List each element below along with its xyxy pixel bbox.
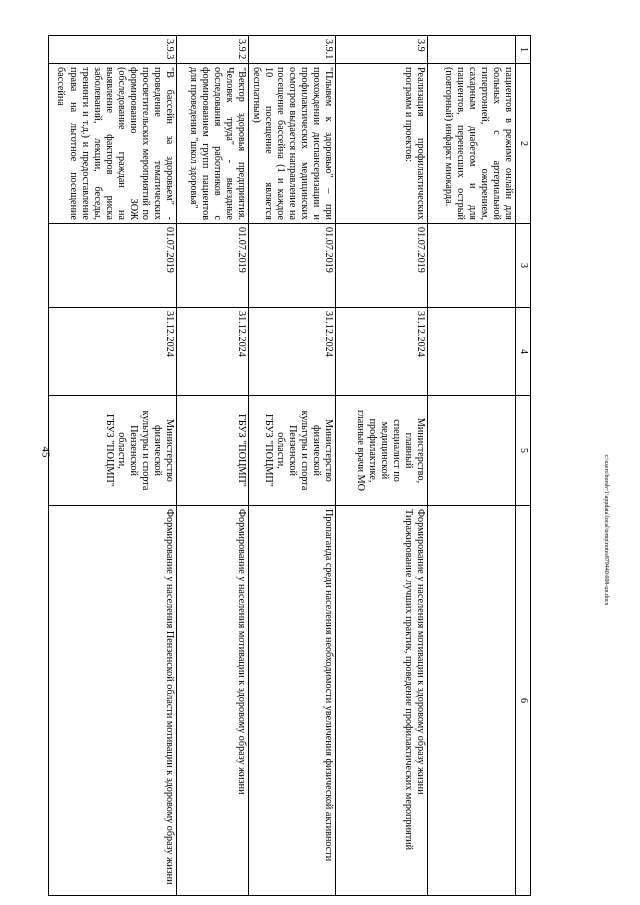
start-date: 01.07.2019 <box>248 224 335 308</box>
table-row <box>428 36 516 896</box>
table-row <box>176 36 248 896</box>
executor <box>428 396 516 506</box>
expected-result: Формирование у населения Пензенской области мотивации к здоровому образу жизни <box>48 506 176 896</box>
start-date: 01.07.2019 <box>48 224 176 308</box>
start-date <box>428 224 516 308</box>
row-number: 3.9.2 <box>176 36 248 64</box>
row-number: 3.9 <box>336 36 428 64</box>
end-date: 31.12.2024 <box>248 308 335 396</box>
end-date <box>428 308 516 396</box>
end-date: 31.12.2024 <box>48 308 176 396</box>
executor: Министерство, главный специалист по медицинской профилактике, главные врачи МО <box>336 396 428 506</box>
table-row <box>248 36 335 896</box>
activity-name: Реализация профилактических программ и проектов: <box>336 64 428 224</box>
end-date: 31.12.2024 <box>176 308 248 396</box>
row-number <box>428 36 516 64</box>
page-number: 45 <box>39 446 52 458</box>
column-header: 4 <box>516 308 531 396</box>
activities-table <box>48 35 531 896</box>
footer-file-path: c:\users\borsh~1\appdata\local\temp\notes879440\608-un.docx <box>603 454 609 606</box>
header-row <box>516 36 531 896</box>
table-row <box>336 36 428 896</box>
column-header: 1 <box>516 36 531 64</box>
expected-result <box>428 506 516 896</box>
expected-result: Формирование у населения мотивации к здоровому образу жизни Тиражирование лучших практик, проведение профилактических мероприятий <box>336 506 428 896</box>
activity-name: пациентов в режиме онлайн для больных с артериальной гипертонией, ожирением, сахарным диабетом и для пациентов, перенесших острый (повторный) инфаркт миокарда. <box>428 64 516 224</box>
end-date: 31.12.2024 <box>336 308 428 396</box>
table-row <box>48 36 176 896</box>
column-header: 5 <box>516 396 531 506</box>
start-date: 01.07.2019 <box>336 224 428 308</box>
executor: ГБУЗ "ПОЦМП" <box>176 396 248 506</box>
executor: Министерство физической культуры и спорта Пензенской области, ГБУЗ "ПОЦМП" <box>48 396 176 506</box>
activity-name: "В бассейн за здоровьем" - проведение тематических просветительских мероприятий по формированию ЗОЖ (обследование граждан на выявление факторов риска заболеваний, лекции, беседы, тренинги и т.д.) и предоставление права на льготное посещение бассейна <box>48 64 176 224</box>
row-number: 3.9.1 <box>248 36 335 64</box>
expected-result: Пропаганда среди населения необходимости увеличения физической активности <box>248 506 335 896</box>
expected-result: Формирование у населения мотивации к здоровому образу жизни <box>176 506 248 896</box>
executor: Министерство физической культуры и спорта Пензенской области, ГБУЗ "ПОЦМП" <box>248 396 335 506</box>
row-number: 3.9.3 <box>48 36 176 64</box>
start-date: 01.07.2019 <box>176 224 248 308</box>
activity-name: "Вектор здоровья предприятия. Человек труда" - выездные обследования работников с формированием групп пациентов для проведения "школ здоровья" <box>176 64 248 224</box>
column-header: 2 <box>516 64 531 224</box>
activity-name: "Плывем к здоровью" – при прохождении диспансеризации и профилактических медицинских осмотров выдается направление на посещение бассейна (1 и каждое 10 посещение является бесплатным) <box>248 64 335 224</box>
column-header: 6 <box>516 506 531 896</box>
column-header: 3 <box>516 224 531 308</box>
